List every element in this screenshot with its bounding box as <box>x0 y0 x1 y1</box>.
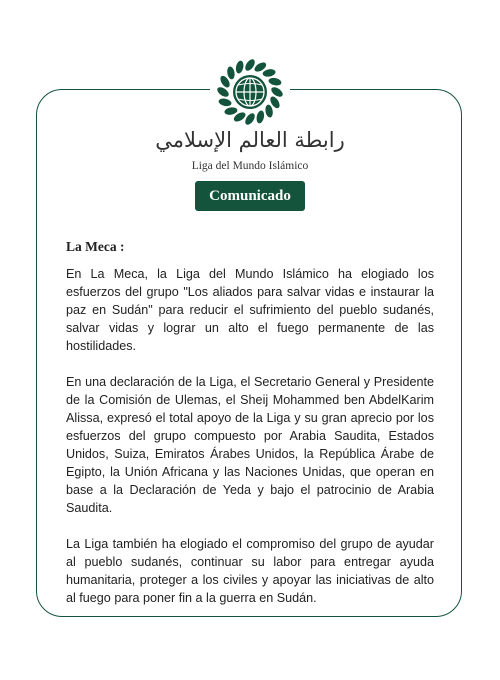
globe-wreath-emblem-icon <box>210 52 290 132</box>
wreath-leaf <box>264 104 273 118</box>
wreath-leaf <box>226 66 235 80</box>
communique-badge: Comunicado <box>195 181 305 211</box>
wreath-leaf <box>262 68 276 77</box>
location-heading: La Meca : <box>66 239 125 254</box>
wreath-leaf <box>255 110 265 124</box>
body-paragraph: La Liga también ha elogiado el compromiso del grupo de ayudar al pueblo sudanés, continuar su labor para entregar ayuda humanitaria, proteger a los civiles y apoyar las iniciativas de alto al fuego para poner fin a la guerra en Sudán. <box>66 537 434 605</box>
wreath-leaf <box>268 77 282 87</box>
body-paragraph: En una declaración de la Liga, el Secretario General y Presidente de la Comisión de Ulemas, el Sheij Mohammed ben AbdelKarim Alissa, expresó el total apoyo de la Liga y su gran aprecio por los esfuerzos del grupo compuesto por Arabia Saudita, Estados Unidos, Suiza, Emiratos Árabes Unidos, la República Árabe de Egipto, la Unión Africana y las Naciones Unidas, que operan en base a la Declaración de Yeda y bajo el patrocinio de Arabia Saudita. <box>66 375 434 515</box>
wreath-leaf <box>235 60 245 74</box>
wreath-leaf <box>224 106 238 115</box>
org-name: Liga del Mundo Islámico <box>191 160 309 172</box>
wreath-leaf <box>218 97 232 107</box>
communique-body <box>66 238 434 625</box>
body-paragraph: En La Meca, la Liga del Mundo Islámico ha elogiado los esfuerzos del grupo "Los aliados para salvar vidas e instaurar la paz en Sudán" para reducir el sufrimiento del pueblo sudanés, salvar vidas y lograr un alto el fuego permanente de las hostilidades. <box>66 267 434 353</box>
arabic-org-name: رابطة العالم الإسلامي <box>155 128 345 152</box>
